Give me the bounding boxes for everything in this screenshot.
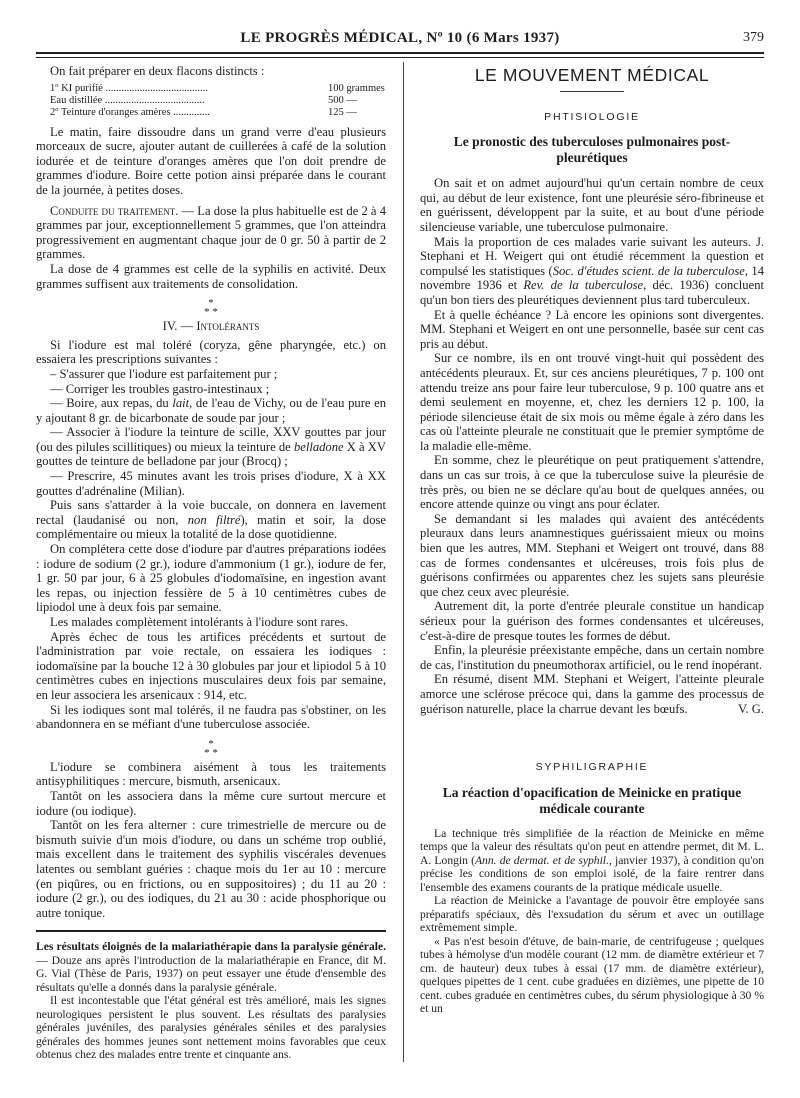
article-separator — [36, 930, 386, 932]
text-run: , déc. 1936) concluent qu'un bon tiers des pleurétiques deviennent plus tard tuberculeux. — [420, 278, 764, 307]
left-column — [36, 64, 386, 1062]
column-divider — [403, 62, 404, 1062]
text-run: , de l'eau de Vichy, ou de l'eau pure en y ajoutant 8 gr. de bicarbonate de soude par jour ; — [36, 396, 386, 425]
rubric-phtisiologie: PHTISIOLOGIE — [544, 110, 640, 123]
title-rule — [560, 91, 624, 92]
header-rule — [36, 52, 764, 58]
journal-title: LE PROGRÈS MÉDICAL, Nº 10 (6 Mars 1937) — [240, 30, 560, 46]
italic-run: belladone — [293, 439, 344, 454]
text-run: , 14 novembre 1936 et — [420, 263, 764, 293]
running-header — [36, 26, 764, 52]
paragraph: Il est incontestable que l'état général est très amélioré, mais les signes neurologiques persistent le plus souvent. Les résultats des paralysies générales juvéniles, des paralysies générales séniles et des paralysies générales des hommes jeunes sont nettement moins favorables que ceux obtenus chez des malades entre trente et cinquante ans. — [36, 994, 386, 1062]
paragraph — [36, 498, 386, 542]
formula-value: 500 — — [328, 94, 357, 106]
italic-run: Soc. d'études scient. de la tuberculose — [552, 263, 745, 278]
text-run: Mais la proportion de ces malades varie suivant les auteurs. J. Stephani et H. Weigert qui ont étudié récemment la question et compulsé les statistiques ( — [420, 234, 764, 278]
italic-run: Ann. de dermat. et de syphil. — [474, 853, 609, 867]
italic-run: Rev. de la tuberculose — [523, 278, 644, 293]
paragraph: Si les iodiques sont mal tolérés, il ne faudra pas s'obstiner, on les abandonnera en se méfiant d'une tuberculose associée. — [36, 702, 386, 732]
paragraph: La dose de 4 grammes est celle de la syphilis en activité. Deux grammes suffisent aux traitements de consolidation. — [36, 261, 386, 291]
treatment-paragraph — [36, 204, 386, 262]
text-run: ), matin et soir, la dose complémentaire ou mieux la totalité de la dose quotidienne. — [36, 512, 387, 542]
paragraph: Sur ce nombre, ils en ont trouvé vingt-huit qui possèdent des antécédents pleuraux. Et, sur ces anciens pleurétiques, 7 p. 100 ont attendu treize ans pour faire leur tuberculose, 9 p. 100 quatre ans et demi seulement en moyenne, et, chez les derniers 12 p. 100, la période silencieuse était de six mois ou même égale à zéro dans les cas où l'atteinte pleurale ne constituait que le premier symptôme de la maladie elle-même. — [420, 351, 764, 453]
section-number: IV. — — [162, 319, 197, 334]
formula-table — [36, 83, 386, 119]
paragraph — [420, 672, 764, 716]
paragraph — [420, 827, 764, 895]
paragraph: « Pas n'est besoin d'étuve, de bain-marie, de centrifugeuse ; quelques tubes à hémolyse d'un modèle courant (12 mm. de diamètre extérieur et 7 cm. de hauteur) deux tubes à essai (17 mm. de diamètre extérieur), quelques pipettes de 1 cent. cube graduées en dizièmes, une pipette de 10 cent. cubes graduée en centimètres cubes, du sérum physiologique à 30 % et un — [420, 934, 764, 1016]
list-item — [36, 425, 386, 469]
italic-run: non filtré — [187, 512, 241, 527]
section-gap — [420, 716, 764, 752]
formula-label: 1º KI purifié ....................................... — [50, 82, 208, 94]
treatment-text: — La dose la plus habituelle est de 2 à 4 grammes par jour, exceptionnellement 5 grammes, que l'on atteindra progressivement en augmentant chaque jour de 0 gr. 50 à partir de 2 grammes. — [36, 203, 386, 262]
section-asterism: * * * — [204, 297, 218, 319]
malaria-article-title: Les résultats éloignés de la malariathérapie dans la paralysie générale. — [36, 940, 386, 954]
paragraph: Après échec de tous les artifices précédents et surtout de l'administration par voie rectale, on essaiera les iodiques : iodomaïsine par la bouche 12 à 30 globules par jour et lipiodol 5 à 10 centimètres cubes en injections musculaires deux fois par semaine, en leur associera les arsenicaux : 914, etc. — [36, 629, 386, 702]
section-title: Intolérants — [196, 319, 260, 334]
paragraph: Se demandant si les malades qui avaient des antécédents pleuraux dans leurs anamnestiques guérissaient mieux ou moins bien que les autres, MM. Stephani et Weigert ont trouvé, dans 88 cas de formes condensantes et ulcéreuses, trois fois plus de guérisons confirmées ou apparentes chez les sujets sans pleurésie que chez ceux avec pleurésie. — [420, 511, 764, 599]
list-item: – S'assurer que l'iodure est parfaitement pur ; — [50, 366, 278, 381]
paragraph: Et à quelle échéance ? Là encore les opinions sont divergentes. MM. Stephani et Weigert en ont une personnelle, basée sur cent cas pris au début. — [420, 307, 764, 351]
paragraph: En somme, chez le pleurétique on peut pratiquement s'attendre, dans un cas sur trois, à ce que la tuberculose suive la pleurésie de très près, ou bien ne se déclare qu'au bout de quelques années, ou encore attende quinze ou vingt ans pour éclater. — [420, 453, 764, 512]
text-run: — Associer à l'iodure la teinture de scille, XXV gouttes par jour (ou des pilules scillitiques) ou mieux la teinture de — [36, 425, 386, 454]
paragraph: La réaction de Meinicke a l'avantage de pouvoir être employée sans préparatifs spéciaux, dès l'exsudation du sérum et avec un outillage extrêmement simple. — [420, 894, 764, 935]
page-number: 379 — [743, 30, 764, 45]
paragraph: Autrement dit, la porte d'entrée pleurale constitue un handicap sérieux pour la guérison des formes condensantes et ulcéreuses, c'est-à-dire de presque toutes les formes de début. — [420, 599, 764, 643]
treatment-heading: Conduite du traitement. — [50, 203, 179, 218]
list-item: — Prescrire, 45 minutes avant les trois prises d'iodure, X à XX gouttes d'adrénaline (Milian). — [36, 469, 386, 498]
paragraph: On complétera cette dose d'iodure par d'autres préparations iodées : iodure de sodium (2 gr.), iodure d'ammonium (1 gr.), iodure de fer, 1 gr. 50 par jour, 6 à 25 globules d'iodomaïsine, en ingestion avant les repas, ou injection fessière de 5 à 10 centimètres cubes de lipiodol une à deux fois par semaine. — [36, 542, 386, 615]
author-signature: V. G. — [737, 701, 764, 716]
rubric-syphiligraphie: SYPHILIGRAPHIE — [535, 761, 649, 774]
text-run: La technique très simplifiée de la réaction de Meinicke en même temps que la valeur des résultats qu'on peut en attendre permet, dit M. L. A. Longin ( — [420, 826, 764, 867]
text-run: Puis sans s'attarder à la voie buccale, on donnera en lavement rectal (laudanisé ou non, — [36, 498, 386, 527]
paragraph: Tantôt on les fera alterner : cure trimestrielle de mercure ou de bismuth suivie d'un mois d'iodure, ou dans un schéme trop oublié, mais excellent dans le traitement des syphilis viscérales devenues latentes ou semblant guéries : chaque mois du 1er au 10 : mercure (en piqûres, ou en frictions, ou en suppositoires) ; du 11 au 20 : iodure (2 gr.), ou des iodiques, du 21 au 30 : acide phosphorique ou autre tonique. — [36, 818, 386, 920]
paragraph — [420, 235, 764, 308]
paragraph: On sait et on admet aujourd'hui qu'un certain nombre de ceux qui, au début de leur existence, font une pleurésie séro-fibrineuse et en guérissent, développent par la suite, et au bout d'une période silencieuse variable, une tuberculose pulmonaire. — [420, 176, 764, 234]
right-column — [420, 64, 764, 1016]
paragraph: Enfin, la pleurésie préexistante empêche, dans un certain nombre de cas, l'institution du pneumothorax artificiel, ou le rend inopérant. — [420, 643, 764, 672]
paragraph: Si l'iodure est mal toléré (coryza, gêne pharyngée, etc.) on essaiera les prescriptions suivantes : — [36, 337, 386, 367]
paragraph: Tantôt on les associera dans la même cure surtout mercure et iodure (ou iodique). — [36, 788, 386, 818]
text-run: — Boire, aux repas, du — [50, 396, 173, 411]
paragraph: Les malades complètement intolérants à l'iodure sont rares. — [50, 615, 349, 629]
formula-label: Eau distillée ...................................... — [50, 94, 205, 106]
list-item: — Corriger les troubles gastro-intestinaux ; — [50, 381, 270, 396]
italic-run: lait — [172, 396, 190, 411]
formula-row — [36, 83, 386, 95]
paragraph: L'iodure se combinera aisément à tous les traitements antisyphilitiques : mercure, bismuth, arsenicaux. — [36, 759, 386, 789]
formula-value: 125 — — [328, 106, 357, 118]
text-run: — Douze ans après l'introduction de la malariathérapie en France, dit M. G. Vial (Thèse de Paris, 1937) on peut essayer une étude d'ensemble des résultats qu'elle a donnés dans la paralysie générale. — [36, 953, 386, 994]
article-title: La réaction d'opacification de Meinicke en pratique médicale courante — [442, 784, 742, 816]
formula-value: 100 grammes — [328, 82, 385, 94]
formula-row — [36, 95, 386, 107]
malaria-article-lead — [36, 940, 386, 994]
text-run: X à XV gouttes de teinture de belladone par jour (Brocq) ; — [36, 439, 386, 469]
text-run: , janvier 1937), à condition qu'on précise les conditions de son emploi isolé, de la faire rentrer dans l'ensemble des examens courants de la pratique médicale usuelle. — [420, 853, 765, 894]
article-title: Le pronostic des tuberculoses pulmonaires post-pleurétiques — [453, 134, 731, 166]
formula-row — [36, 107, 386, 119]
intro-paragraph: On fait préparer en deux flacons distincts : — [50, 64, 265, 78]
paragraph: Le matin, faire dissoudre dans un grand verre d'eau plusieurs morceaux de sucre, ajouter autant de cuillerées à café de la solution iodurée et de teinture d'oranges amères que l'on doit prendre de grammes d'iodure. Boire cette potion ainsi préparée dans le courant de la journée, à petites doses. — [36, 124, 386, 197]
text-run: En résumé, disent MM. Stephani et Weigert, l'atteinte pleurale amorce une sclérose précoce qui, dans la gamme des processus de guérison naturelle, place la charrue devant les bœufs. — [420, 672, 764, 716]
section-heading — [36, 319, 386, 334]
section-asterism: * * * — [204, 737, 218, 759]
list-item — [36, 396, 386, 425]
formula-label: 2º Teinture d'oranges amères .............. — [50, 106, 210, 118]
section-banner-title: LE MOUVEMENT MÉDICAL — [474, 65, 710, 85]
